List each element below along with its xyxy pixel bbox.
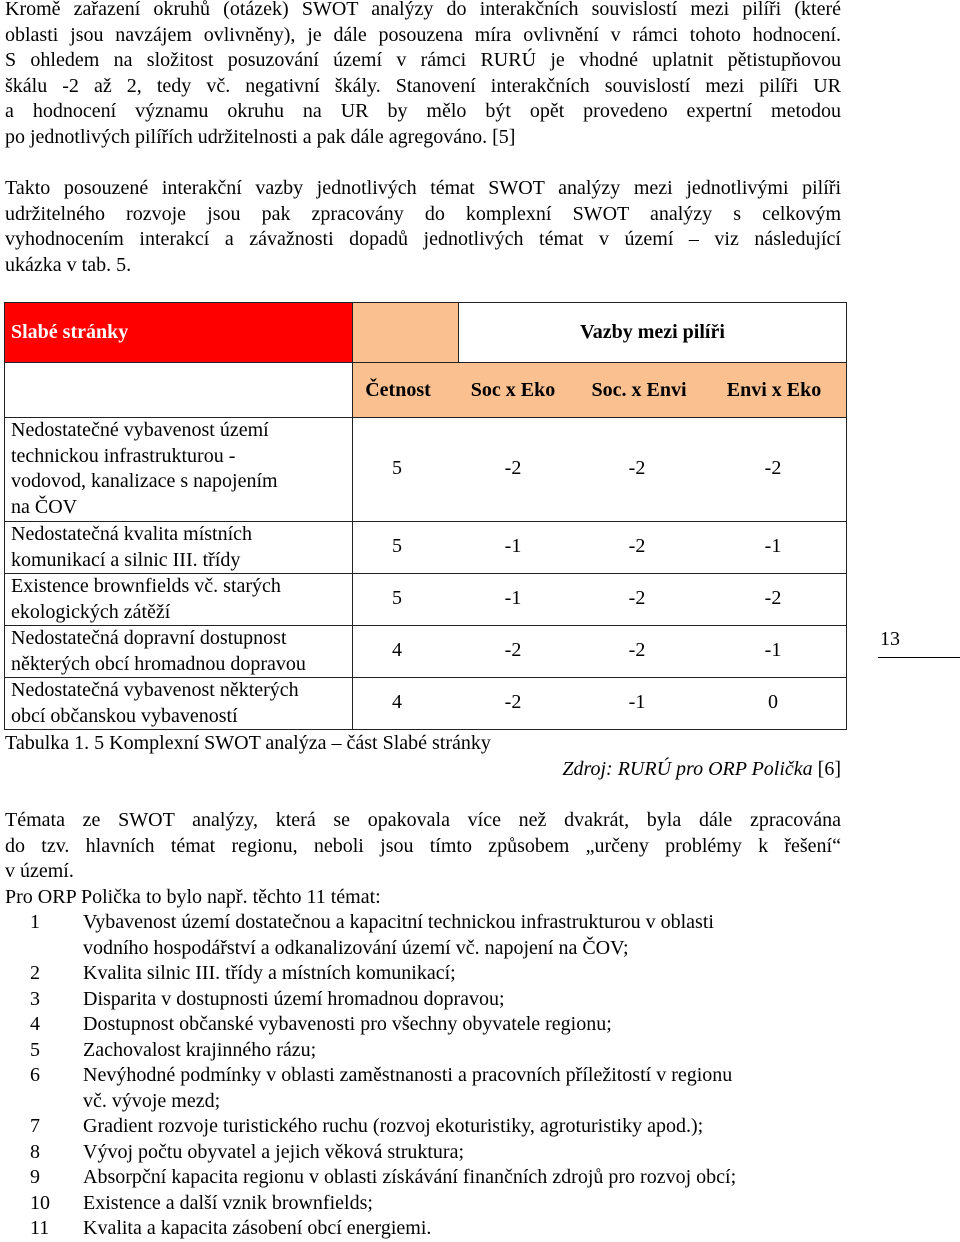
value-soc-eko: -1 bbox=[504, 535, 522, 557]
column-headers bbox=[353, 363, 847, 418]
weakness-label bbox=[5, 418, 353, 522]
list-number: 9 bbox=[30, 1166, 40, 1188]
table-row bbox=[5, 678, 847, 730]
text-line: škálu -2 až 2, tedy vč. negativní škály. Stanovení interakčních souvislostí mezi pilíři UR bbox=[5, 74, 841, 97]
label-line: vodovod, kanalizace s napojením bbox=[11, 470, 278, 492]
text-line: v území. bbox=[5, 860, 74, 882]
pillar-links-header: Vazby mezi pilíři bbox=[459, 303, 847, 363]
list-text: Vybavenost území dostatečnou a kapacitní technickou infrastrukturou v oblasti bbox=[83, 911, 714, 933]
list-item bbox=[5, 1165, 905, 1191]
list-number: 6 bbox=[30, 1064, 40, 1086]
list-text: Zachovalost krajinného rázu; bbox=[83, 1038, 317, 1061]
weaknesses-header: Slabé stránky bbox=[5, 303, 353, 363]
list-text: Gradient rozvoje turistického ruchu (rozvoj ekoturistiky, agroturistiky apod.); bbox=[83, 1115, 704, 1137]
label-line: Nedostatečná kvalita místních bbox=[11, 523, 253, 545]
value-cetnost: 4 bbox=[392, 639, 402, 661]
value-soc-envi: -2 bbox=[628, 587, 646, 609]
header-spacer bbox=[353, 303, 459, 363]
list-text: Dostupnost občanské vybavenosti pro všechny obyvatele regionu; bbox=[83, 1013, 612, 1035]
page-number: 13 bbox=[880, 628, 900, 650]
row-values bbox=[353, 418, 847, 522]
table-caption: Tabulka 1. 5 Komplexní SWOT analýza – část Slabé stránky bbox=[5, 732, 491, 754]
list-item bbox=[5, 1012, 905, 1038]
text-line: ukázka v tab. 5. bbox=[5, 253, 132, 276]
text-line: Témata ze SWOT analýzy, která se opakovala více než dvakrát, byla dále zpracována bbox=[5, 809, 841, 831]
value-soc-eko: -2 bbox=[504, 457, 522, 479]
list-number: 3 bbox=[30, 987, 40, 1010]
swot-description-paragraph bbox=[5, 176, 841, 278]
source-reference: [6] bbox=[812, 758, 841, 780]
row-values bbox=[353, 626, 847, 678]
list-text: Vývoj počtu obyvatel a jejich věková struktura; bbox=[83, 1140, 465, 1163]
text-line: a hodnocení významu okruhu na UR by mělo být opět provedeno expertní metodou bbox=[5, 100, 841, 122]
text-line: po jednotlivých pilířích udržitelnosti a pak dále agregováno. [5] bbox=[5, 125, 516, 148]
list-text: Kvalita a kapacita zásobení obcí energiemi. bbox=[83, 1217, 432, 1239]
list-item bbox=[5, 1063, 905, 1114]
value-soc-envi: -1 bbox=[628, 691, 646, 713]
list-text: Disparita v dostupnosti území hromadnou dopravou; bbox=[83, 987, 505, 1010]
list-number: 7 bbox=[30, 1115, 40, 1137]
source-italic: Zdroj: RURÚ pro ORP Polička bbox=[562, 758, 813, 780]
row-values bbox=[353, 574, 847, 626]
list-item bbox=[5, 1038, 905, 1064]
text-line: oblasti jsou navzájem ovlivněny), je dále posouzena míra ovlivnění v rámci tohoto hodnocení. bbox=[5, 23, 841, 46]
list-item bbox=[5, 961, 905, 987]
value-envi-eko: -2 bbox=[764, 587, 782, 609]
text-line: udržitelného rozvoje jsou pak zpracovány do komplexní SWOT analýzy s celkovým bbox=[5, 202, 841, 225]
table-row bbox=[5, 522, 847, 574]
swot-weaknesses-table bbox=[4, 302, 847, 730]
weakness-label bbox=[5, 522, 353, 574]
list-text: Existence a další vznik brownfields; bbox=[83, 1191, 373, 1214]
weakness-label bbox=[5, 574, 353, 626]
list-number: 2 bbox=[30, 962, 40, 984]
empty-header-cell bbox=[5, 363, 353, 418]
list-text: vč. vývoje mezd; bbox=[83, 1089, 221, 1112]
list-number: 8 bbox=[30, 1140, 40, 1163]
text-line: Takto posouzené interakční vazby jednotlivých témat SWOT analýzy mezi jednotlivými pilíři bbox=[5, 177, 841, 199]
value-envi-eko: -2 bbox=[764, 457, 782, 479]
list-text: Nevýhodné podmínky v oblasti zaměstnanosti a pracovních příležitostí v regionu bbox=[83, 1064, 733, 1086]
list-number: 11 bbox=[30, 1217, 50, 1239]
value-soc-envi: -2 bbox=[628, 535, 646, 557]
table-source bbox=[5, 757, 841, 782]
topics-list bbox=[5, 910, 905, 1242]
label-line: obcí občanskou vybaveností bbox=[11, 704, 238, 727]
value-envi-eko: 0 bbox=[768, 691, 778, 713]
column-header-envi-eko: Envi x Eko bbox=[726, 379, 822, 401]
list-text: Kvalita silnic III. třídy a místních komunikací; bbox=[83, 962, 456, 984]
value-envi-eko: -1 bbox=[764, 535, 782, 557]
list-item bbox=[5, 987, 905, 1013]
column-header-soc-envi: Soc. x Envi bbox=[591, 379, 687, 401]
label-line: komunikací a silnic III. třídy bbox=[11, 548, 241, 571]
list-item bbox=[5, 1216, 905, 1242]
text-line: Kromě zařazení okruhů (otázek) SWOT analýzy do interakčních souvislostí mezi pilíři (které bbox=[5, 0, 841, 20]
list-number: 1 bbox=[30, 911, 40, 933]
row-values bbox=[353, 678, 847, 730]
value-soc-eko: -2 bbox=[504, 691, 522, 713]
value-envi-eko: -1 bbox=[764, 639, 782, 661]
value-soc-eko: -1 bbox=[504, 587, 522, 609]
text-line: vyhodnocením interakcí a závažnosti dopadů jednotlivých témat v území – viz následující bbox=[5, 228, 841, 250]
value-cetnost: 5 bbox=[392, 587, 402, 609]
value-cetnost: 5 bbox=[392, 457, 402, 479]
label-line: některých obcí hromadnou dopravou bbox=[11, 652, 306, 675]
label-line: technickou infrastrukturou - bbox=[11, 444, 236, 467]
column-header-soc-eko: Soc x Eko bbox=[470, 379, 556, 401]
list-number: 10 bbox=[30, 1191, 50, 1214]
label-line: Nedostatečné vybavenost území bbox=[11, 419, 269, 441]
list-item bbox=[5, 910, 905, 961]
list-intro: Pro ORP Polička to bylo např. těchto 11 témat: bbox=[5, 886, 381, 908]
list-item bbox=[5, 1191, 905, 1217]
weakness-label bbox=[5, 626, 353, 678]
table-row bbox=[5, 626, 847, 678]
value-soc-envi: -2 bbox=[628, 639, 646, 661]
row-values bbox=[353, 522, 847, 574]
topics-paragraph bbox=[5, 808, 841, 885]
text-line: do tzv. hlavních témat regionu, neboli jsou tímto způsobem „určeny problémy k řešení“ bbox=[5, 834, 841, 857]
list-text: Absorpční kapacita regionu v oblasti získávání finančních zdrojů pro rozvoj obcí; bbox=[83, 1166, 737, 1188]
list-number: 4 bbox=[30, 1013, 40, 1035]
label-line: Nedostatečná dopravní dostupnost bbox=[11, 627, 287, 649]
text-line: S ohledem na složitost posuzování území v rámci RURÚ je vhodné uplatnit pětistupňovou bbox=[5, 49, 841, 71]
value-cetnost: 5 bbox=[392, 535, 402, 557]
value-soc-eko: -2 bbox=[504, 639, 522, 661]
page-number-rule bbox=[878, 657, 960, 658]
weakness-label bbox=[5, 678, 353, 730]
table-row bbox=[5, 418, 847, 522]
label-line: na ČOV bbox=[11, 495, 78, 518]
value-soc-envi: -2 bbox=[628, 457, 646, 479]
table-row bbox=[5, 574, 847, 626]
label-line: Existence brownfields vč. starých bbox=[11, 575, 281, 597]
intro-paragraph bbox=[5, 0, 841, 150]
list-item bbox=[5, 1140, 905, 1166]
label-line: ekologických zátěží bbox=[11, 600, 171, 623]
list-number: 5 bbox=[30, 1038, 40, 1061]
column-header-cetnost: Četnost bbox=[365, 379, 431, 401]
list-text: vodního hospodářství a odkanalizování území vč. napojení na ČOV; bbox=[83, 936, 629, 959]
value-cetnost: 4 bbox=[392, 691, 402, 713]
list-item bbox=[5, 1114, 905, 1140]
label-line: Nedostatečná vybavenost některých bbox=[11, 679, 299, 701]
